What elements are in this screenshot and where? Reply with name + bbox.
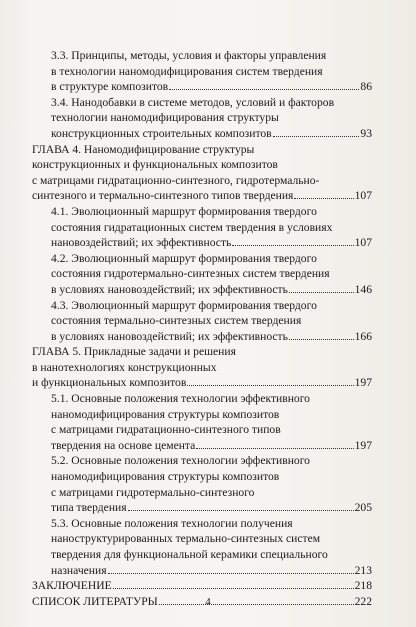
toc-entry-text: в структуре композитов [51,80,169,94]
toc-entry-text: конструкционных строительных композитов [51,126,272,140]
toc-page-number: 86 [360,80,372,94]
toc-entry-line: наномодифицирования структуры композитов [51,407,280,421]
toc-entry-line: 3.4. Нанодобавки в системе методов, условий и факторов [51,95,335,109]
dot-leader [169,89,359,90]
dot-leader [294,198,353,199]
toc-entry-final-line [51,438,372,454]
toc-page-number: 93 [360,126,372,140]
toc-entry-line: в нанотехнологиях конструкционных [32,360,217,374]
toc-entry [32,204,372,251]
toc-entry-line: твердения для функциональной керамики специального [51,548,328,561]
toc-entry-text: твердения на основе цемента [51,438,196,452]
toc-entry-line: наноструктурированных термально-синтезных систем [51,532,321,546]
toc-entry-text: синтезного и термально-синтезного типов твердения [32,189,294,203]
toc-entry-text: СПИСОК ЛИТЕРАТУРЫ [32,594,158,608]
toc-entry-line: в технологии наномодифицирования систем твердения [51,64,323,78]
dot-leader [113,588,354,589]
toc-entry-final-line [32,188,372,204]
dot-leader [196,448,353,449]
toc-entry-line: с матрицами гидратационно-синтезного, гидротермально- [32,173,320,187]
toc-entry-line: состояния термально-синтезных систем твердения [51,314,302,328]
toc-entry-final-line [32,375,372,391]
toc-entry-line: ГЛАВА 4. Наномодифицирование структуры [32,142,255,156]
toc-entry-line: 5.2. Основные положения технологии эффективного [51,454,310,468]
toc-entry [32,48,372,95]
toc-entry [32,142,372,204]
toc-page-number: 166 [354,329,372,343]
toc-entry [32,95,372,142]
toc-entry-final-line [51,329,372,345]
toc-entry-line: ГЛАВА 5. Прикладные задачи и решения [32,345,236,359]
toc-page-number: 107 [354,189,372,203]
toc-entry [32,251,372,298]
dot-leader [273,136,360,137]
toc-entry-line: состояния гидратационных систем твердения в условиях [51,220,333,234]
toc-entry-text: нановоздействий; их эффективность [51,236,232,250]
dot-leader [289,339,354,340]
toc-page-number: 213 [354,563,372,577]
page-number: 4 [205,596,211,608]
toc-entry-text: назначения [51,563,107,577]
toc-entry-text: ЗАКЛЮЧЕНИЕ [32,579,112,593]
toc-entry-text: в условиях нановоздействий; их эффективность [51,282,288,296]
toc-entry-final-line [32,578,372,594]
toc-entry-final-line [51,563,372,579]
toc-entry [32,453,372,515]
toc-entry [32,391,372,453]
toc-entry [32,298,372,345]
toc-entry-line: с матрицами гидротермально-синтезного [51,485,255,499]
toc-page-number: 197 [354,376,372,390]
toc-entry-line: технологии наномодифицирования структуры [51,111,279,125]
toc-page-number: 146 [354,282,372,296]
toc-page-number: 205 [354,501,372,515]
toc-entry-final-line [51,235,372,251]
dot-leader [128,510,354,511]
dot-leader [232,245,353,246]
toc-page-number: 218 [354,579,372,593]
toc-entry-final-line [51,500,372,516]
toc-page-number: 197 [354,438,372,452]
toc-entry-line: конструкционных и функциональных композитов [32,158,278,172]
toc-entry-line: 5.3. Основные положения технологии получения [51,516,293,530]
toc-entry-line: 4.1. Эволюционный маршрут формирования твердого [51,204,317,218]
toc-entry-text: типа твердения [51,501,127,515]
toc-page-number: 107 [354,236,372,250]
toc-entry [32,344,372,391]
toc-entry-line: 3.3. Принципы, методы, условия и факторы управления [51,49,327,62]
toc-entry-line: 5.1. Основные положения технологии эффективного [51,392,310,406]
table-of-contents [32,48,372,609]
toc-page-number: 222 [354,594,372,608]
dot-leader [289,292,354,293]
toc-entry-text: и функциональных композитов [32,376,187,390]
toc-entry-line: с матрицами гидратационно-синтезного типов [51,423,281,437]
toc-entry-line: состояния гидротермально-синтезных систем твердения [51,267,330,281]
toc-entry-line: наномодифицирования структуры композитов [51,470,280,484]
toc-entry-final-line [51,79,372,95]
toc-entry-line: 4.2. Эволюционный маршрут формирования твердого [51,251,317,265]
dot-leader [108,573,354,574]
dot-leader [187,385,353,386]
toc-entry-final-line [51,126,372,142]
toc-entry-final-line [51,282,372,298]
toc-entry [32,578,372,594]
toc-entry-text: в условиях нановоздействий; их эффективность [51,329,288,343]
toc-entry-line: 4.3. Эволюционный маршрут формирования твердого [51,298,317,312]
toc-entry [32,516,372,578]
